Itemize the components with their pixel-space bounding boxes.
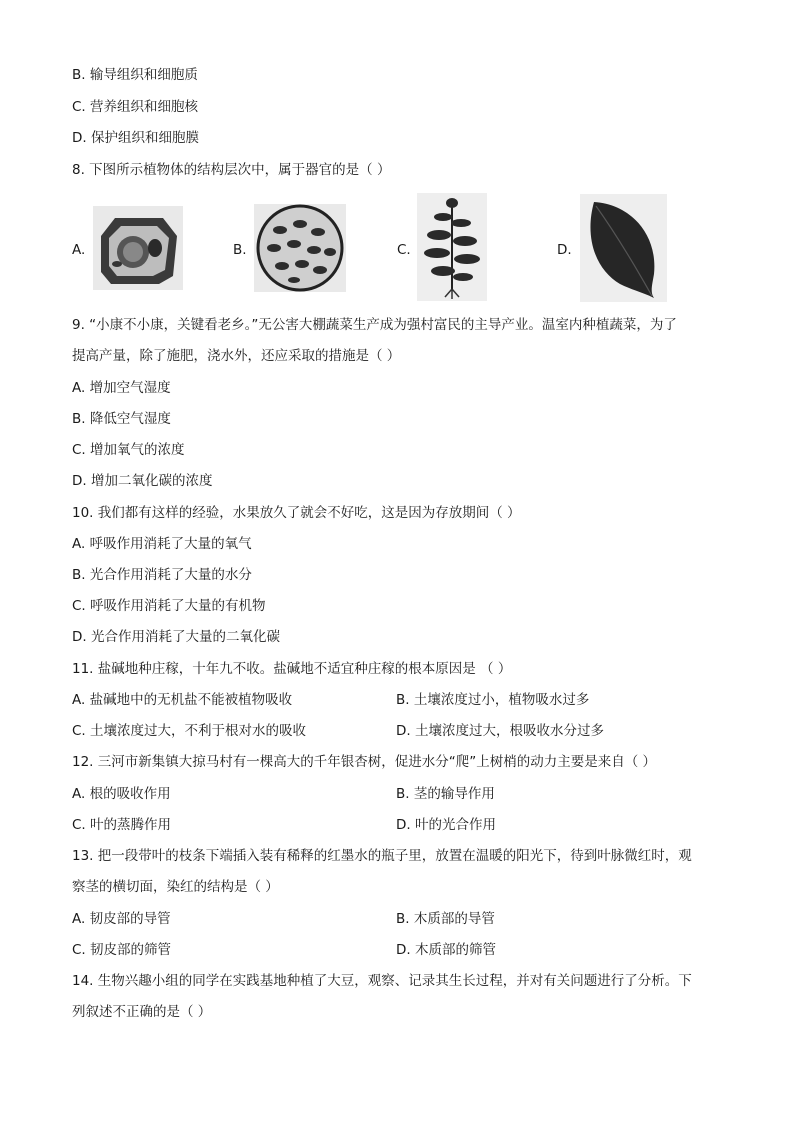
q10-option-d: D. 光合作用消耗了大量的二氧化碳	[72, 629, 280, 645]
q13-option-d: D. 木质部的筛管	[396, 942, 496, 958]
q8-image-tissue	[254, 204, 346, 292]
q14-stem-line2: 列叙述不正确的是（ ）	[72, 1004, 212, 1020]
q8-option-b-label: B.	[233, 242, 247, 258]
plant-tissue-illustration	[254, 204, 346, 292]
q9-stem-line1: 9. “小康不小康，关键看老乡。”无公害大棚蔬菜生产成为强村富民的主导产业。温室内种植蔬菜，为了	[72, 317, 677, 333]
q10-option-c: C. 呼吸作用消耗了大量的有机物	[72, 598, 266, 614]
q8-image-cell	[93, 206, 183, 290]
q11-option-a: A. 盐碱地中的无机盐不能被植物吸收	[72, 692, 293, 708]
q7-option-d: D. 保护组织和细胞膜	[72, 130, 199, 146]
q10-stem: 10. 我们都有这样的经验，水果放久了就会不好吃，这是因为存放期间（ ）	[72, 505, 521, 521]
q10-option-a: A. 呼吸作用消耗了大量的氧气	[72, 536, 252, 552]
q9-option-c: C. 增加氧气的浓度	[72, 442, 185, 458]
q14-stem-line1: 14. 生物兴趣小组的同学在实践基地种植了大豆，观察、记录其生长过程，并对有关问题进行了分析。下	[72, 973, 692, 989]
q13-stem-line1: 13. 把一段带叶的枝条下端插入装有稀释的红墨水的瓶子里，放置在温暖的阳光下，待到叶脉微红时，观	[72, 848, 692, 864]
q12-stem: 12. 三河市新集镇大掠马村有一棵高大的千年银杏树，促进水分“爬”上树梢的动力主要是来自（ ）	[72, 754, 657, 770]
q13-option-a: A. 韧皮部的导管	[72, 911, 171, 927]
whole-plant-illustration	[417, 193, 487, 301]
q11-option-d: D. 土壤浓度过大，根吸收水分过多	[396, 723, 604, 739]
q8-option-d-label: D.	[557, 242, 572, 258]
q7-option-c: C. 营养组织和细胞核	[72, 99, 199, 115]
q13-option-b: B. 木质部的导管	[396, 911, 495, 927]
q11-option-b: B. 土壤浓度过小，植物吸水过多	[396, 692, 590, 708]
q8-stem: 8. 下图所示植物体的结构层次中，属于器官的是（ ）	[72, 162, 391, 178]
q8-option-c-label: C.	[397, 242, 411, 258]
q9-stem-line2: 提高产量，除了施肥，浇水外，还应采取的措施是（ ）	[72, 348, 401, 364]
q9-option-a: A. 增加空气湿度	[72, 380, 171, 396]
q12-option-b: B. 茎的输导作用	[396, 786, 495, 802]
q8-image-leaf	[580, 194, 667, 302]
q7-option-b: B. 输导组织和细胞质	[72, 67, 198, 83]
q9-option-d: D. 增加二氧化碳的浓度	[72, 473, 213, 489]
q12-option-a: A. 根的吸收作用	[72, 786, 171, 802]
q12-option-d: D. 叶的光合作用	[396, 817, 496, 833]
q13-stem-line2: 察茎的横切面，染红的结构是（ ）	[72, 879, 279, 895]
q13-option-c: C. 韧皮部的筛管	[72, 942, 172, 958]
q8-option-a-label: A.	[72, 242, 86, 258]
q11-option-c: C. 土壤浓度过大，不利于根对水的吸收	[72, 723, 307, 739]
q12-option-c: C. 叶的蒸腾作用	[72, 817, 172, 833]
leaf-illustration	[580, 194, 667, 302]
q10-option-b: B. 光合作用消耗了大量的水分	[72, 567, 252, 583]
plant-cell-illustration	[93, 206, 183, 290]
q11-stem: 11. 盐碱地种庄稼，十年九不收。盐碱地不适宜种庄稼的根本原因是 （ ）	[72, 661, 512, 677]
q9-option-b: B. 降低空气湿度	[72, 411, 171, 427]
q8-image-plant	[417, 193, 487, 301]
